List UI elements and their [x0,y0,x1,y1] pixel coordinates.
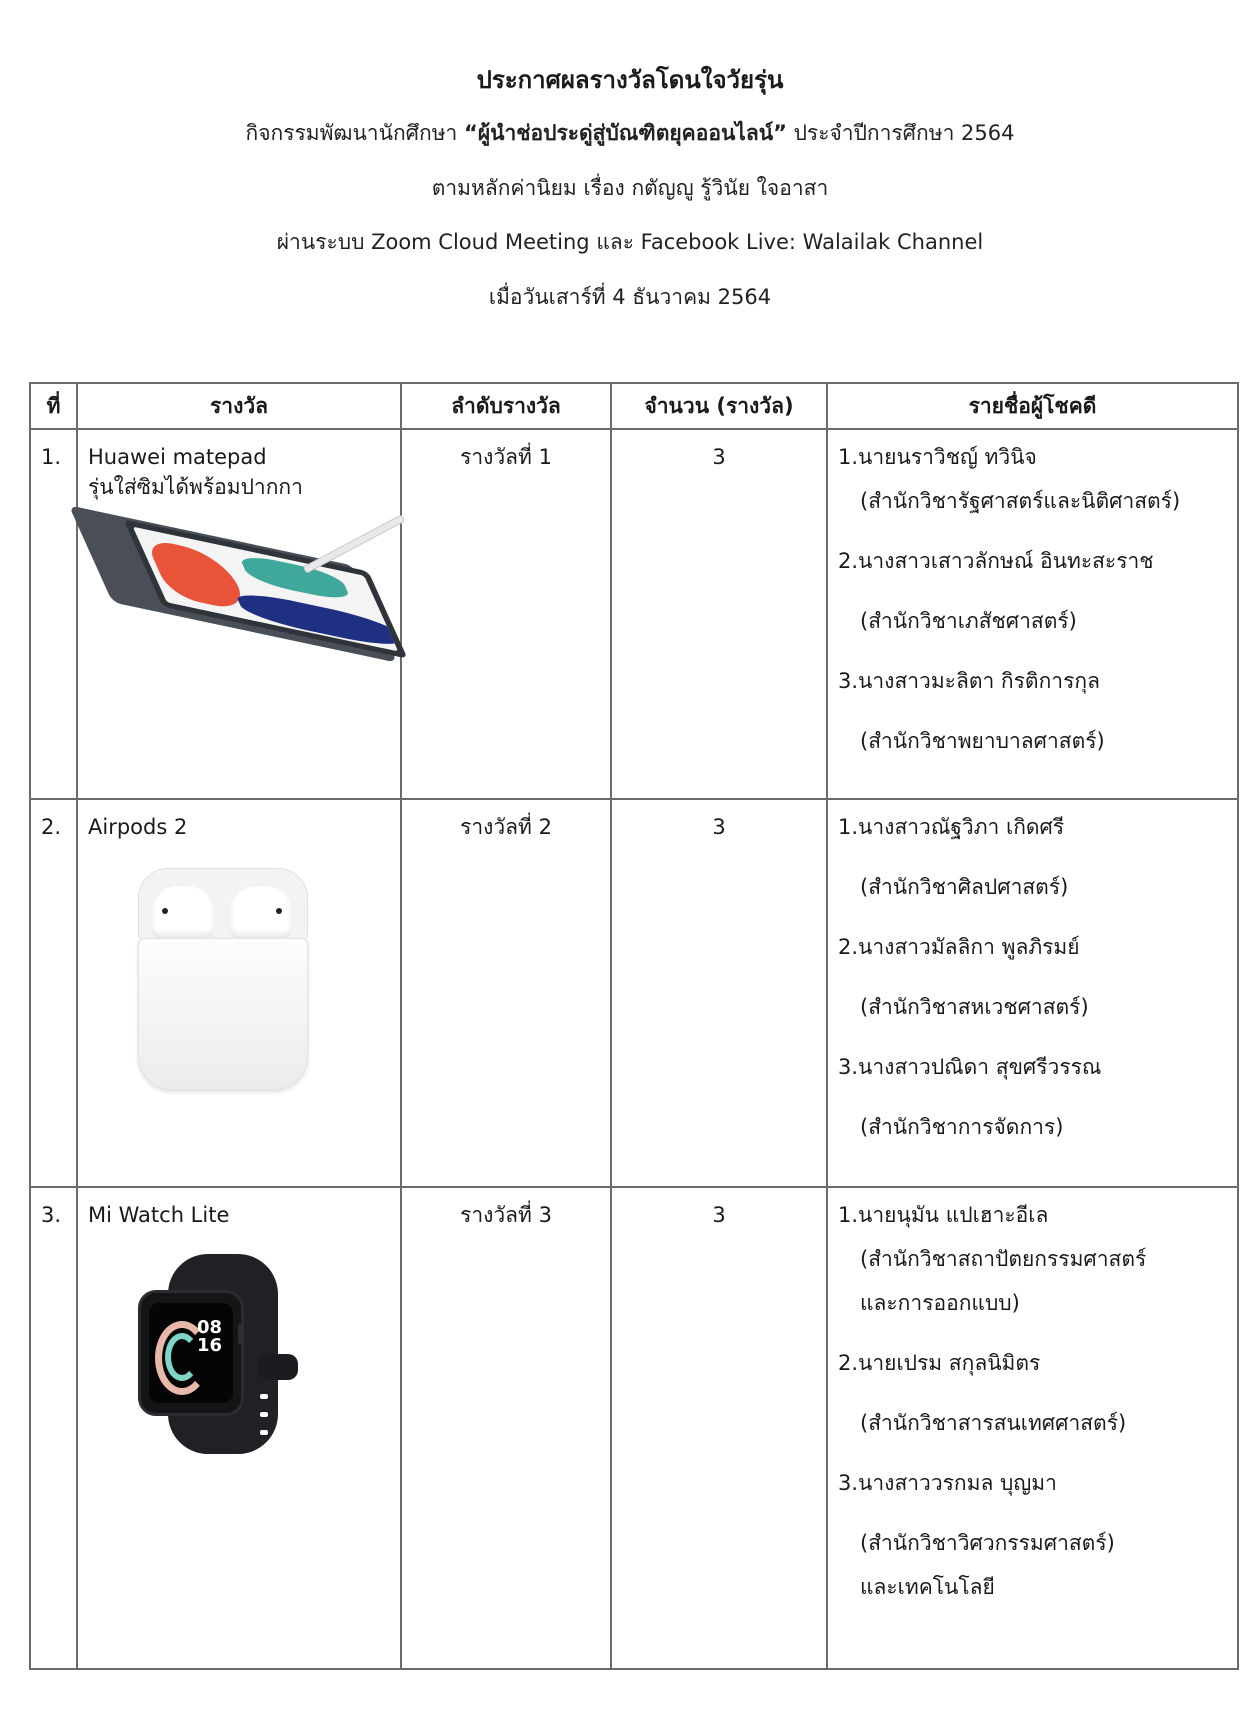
prize-rank: รางวัลที่ 2 [401,799,611,1187]
winner-faculty: (สำนักวิชารัฐศาสตร์และนิติศาสตร์) [860,489,1181,513]
winner-name: 2.นางสาวเสาวลักษณ์ อินทะสะราช [838,549,1154,573]
winner-faculty: (สำนักวิชาศิลปศาสตร์) [860,875,1069,899]
row-number: 2. [30,799,77,1187]
table-row [30,799,1238,1187]
row-number: 1. [30,429,77,799]
activity-name: “ผู้นำช่อประดู่สู่บัณฑิตยุคออนไลน์” [464,121,787,145]
platform-line: ผ่านระบบ Zoom Cloud Meeting และ Facebook Live: Walailak Channel [276,230,984,254]
prize-cell [77,1187,401,1669]
watch-hour: 08 [197,1317,223,1338]
activity-prefix: กิจกรรมพัฒนานักศึกษา [245,121,465,145]
winners-cell [827,1187,1238,1669]
winner-faculty-continued: และการออกแบบ) [860,1291,1020,1315]
page-title: ประกาศผลรางวัลโดนใจวัยรุ่น [476,66,784,94]
row-number: 3. [30,1187,77,1669]
winner-faculty: (สำนักวิชาสถาปัตยกรรมศาสตร์ [860,1247,1147,1271]
winners-cell [827,799,1238,1187]
winner-faculty: (สำนักวิชาเภสัชศาสตร์) [860,609,1077,633]
winner-name: 2.นางสาวมัลลิกา พูลภิรมย์ [838,935,1080,959]
winner-faculty: (สำนักวิชาพยาบาลศาสตร์) [860,729,1105,753]
column-header-rank: ลำดับรางวัล [401,383,611,429]
smartwatch-image [138,1254,308,1454]
watch-minute: 16 [197,1335,223,1356]
prize-cell [77,429,401,799]
winner-faculty: (สำนักวิชาสหเวชศาสตร์) [860,995,1089,1019]
prize-rank: รางวัลที่ 3 [401,1187,611,1669]
winner-name: 3.นางสาวมะลิตา กิรติการกุล [838,669,1100,693]
prize-quantity: 3 [611,429,827,799]
column-header-winners: รายชื่อผู้โชคดี [827,383,1238,429]
tablet-with-pen-image [88,518,390,668]
winner-name: 1.นายนุมัน แปเฮาะอีเล [838,1203,1049,1227]
prize-quantity: 3 [611,799,827,1187]
prize-quantity: 3 [611,1187,827,1669]
activity-line [0,117,1260,150]
winner-name: 1.นางสาวณัฐวิภา เกิดศรี [838,815,1065,839]
prize-description: รุ่นใส่ซิมได้พร้อมปากกา [88,475,303,499]
column-header-prize: รางวัล [77,383,401,429]
prize-table [29,382,1239,1670]
stylus-pen-icon [303,514,406,574]
activity-suffix: ประจำปีการศึกษา 2564 [786,121,1015,145]
winner-name: 3.นางสาววรกมล บุญมา [838,1471,1057,1495]
values-line: ตามหลักค่านิยม เรื่อง กตัญญู รู้วินัย ใจอาสา [431,176,829,200]
column-header-no: ที่ [30,383,77,429]
date-line: เมื่อวันเสาร์ที่ 4 ธันวาคม 2564 [488,285,772,309]
column-header-quantity: จำนวน (รางวัล) [611,383,827,429]
table-header-row [30,383,1238,429]
winners-cell [827,429,1238,799]
winner-faculty: (สำนักวิชาวิศวกรรมศาสตร์) [860,1531,1115,1555]
table-row [30,429,1238,799]
prize-cell [77,799,401,1187]
winner-name: 1.นายนราวิชญ์ ทวินิจ [838,445,1037,469]
winner-faculty: (สำนักวิชาสารสนเทศศาสตร์) [860,1411,1127,1435]
prize-name: Huawei matepad [88,445,267,469]
winner-name: 2.นายเปรม สกุลนิมิตร [838,1351,1041,1375]
winner-name: 3.นางสาวปณิดา สุขศรีวรรณ [838,1055,1102,1079]
prize-rank: รางวัลที่ 1 [401,429,611,799]
airpods-image [138,868,308,1098]
prize-name: Airpods 2 [88,815,188,839]
prize-name: Mi Watch Lite [88,1203,230,1227]
table-row [30,1187,1238,1669]
winner-faculty-continued: และเทคโนโลยี [860,1575,995,1599]
winner-faculty: (สำนักวิชาการจัดการ) [860,1115,1064,1139]
